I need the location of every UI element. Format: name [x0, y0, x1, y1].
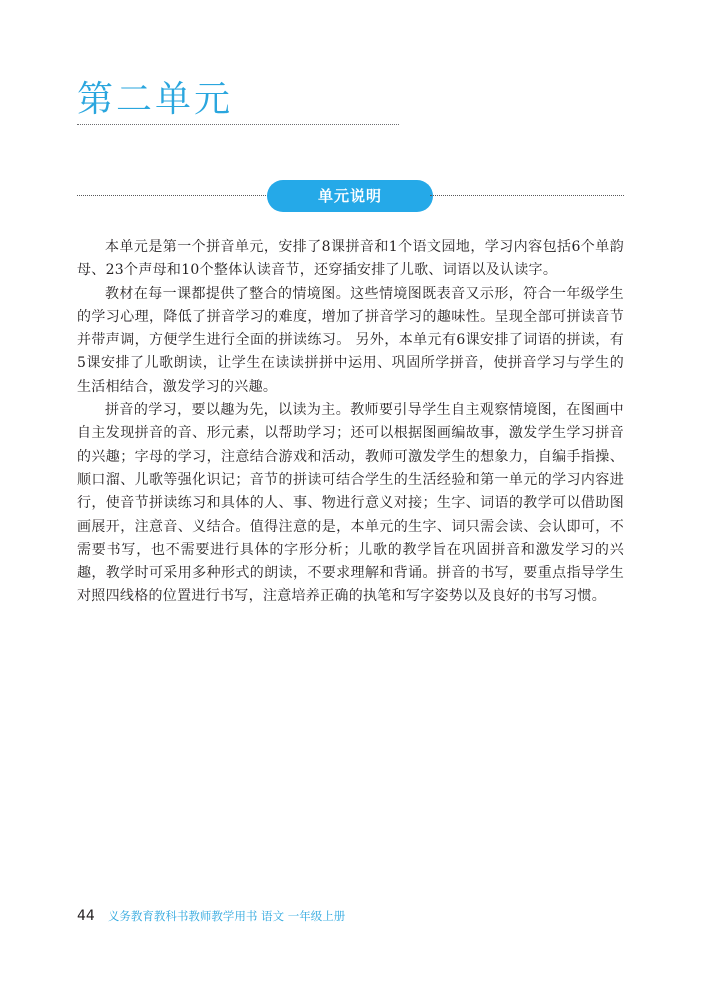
section-divider-left: [77, 195, 270, 196]
paragraph: 本单元是第一个拼音单元，安排了8课拼音和1个语文园地，学习内容包括6个单韵母、23个声母和10个整体认读音节，还穿插安排了儿歌、词语以及认读字。: [77, 239, 624, 279]
book-title: 义务教育教科书教师教学用书 语文 一年级上册: [107, 909, 346, 923]
title-divider: [77, 124, 399, 125]
section-divider-right: [430, 195, 624, 196]
paragraph: 教材在每一课都提供了整合的情境图。这些情境图既表音又示形，符合一年级学生的学习心理，降低了拼音学习的难度，增加了拼音学习的趣味性。呈现全部可拼读音节并带声调，方便学生进行全面的拼读练习。 另外，本单元有6课安排了词语的拼读，有5课安排了儿歌朗读，让学生在读读拼拼中运用、巩固所学拼音，使拼音学习与学生的生活相结合，激发学习的兴趣。: [77, 285, 624, 395]
page-number: 44: [77, 908, 95, 924]
unit-title: 第二单元: [77, 79, 234, 120]
unit-description: [77, 236, 624, 609]
section-heading-badge: 单元说明: [267, 180, 433, 212]
page-footer: [77, 906, 345, 925]
paragraph: 拼音的学习，要以趣为先，以读为主。教师要引导学生自主观察情境图，在图画中自主发现拼音的音、形元素，以帮助学习；还可以根据图画编故事，激发学生学习拼音的兴趣；字母的学习，注意结合游戏和活动，教师可激发学生的想象力，自编手指操、顺口溜、儿歌等强化识记；音节的拼读可结合学生的生活经验和第一单元的学习内容进行，使音节拼读练习和具体的人、事、物进行意义对接；生字、词语的教学可以借助图画展开，注意音、义结合。值得注意的是，本单元的生字、词只需会读、会认即可，不需要书写，也不需要进行具体的字形分析；儿歌的教学旨在巩固拼音和激发学习的兴趣，教学时可采用多种形式的朗读，不要求理解和背诵。拼音的书写，要重点指导学生对照四线格的位置进行书写，注意培养正确的执笔和写字姿势以及良好的书写习惯。: [77, 402, 624, 605]
